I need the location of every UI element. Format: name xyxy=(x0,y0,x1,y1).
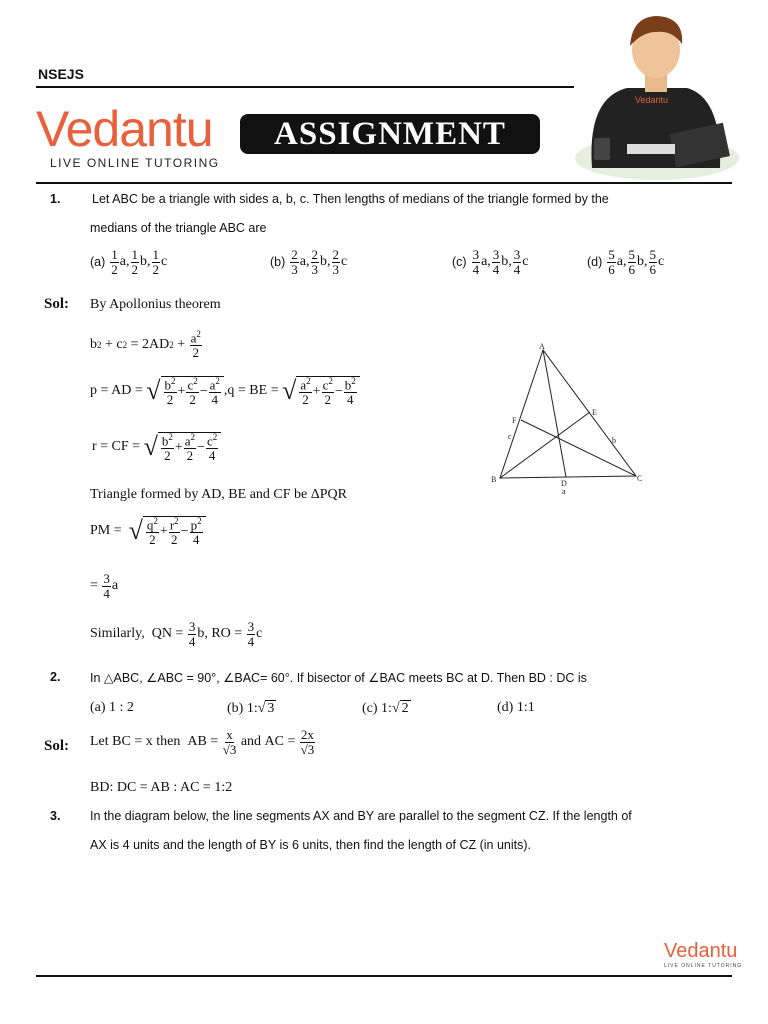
question-3-number: 3. xyxy=(50,809,61,823)
side-a-label: a xyxy=(562,487,566,496)
question-2-option-d: (d) 1:1 xyxy=(497,700,535,715)
logo-tagline: LIVE ONLINE TUTORING xyxy=(50,156,220,170)
vedantu-logo: Vedantu xyxy=(36,101,213,157)
median-r-equation: r = CF = √ $\frac{b^2}{2}$ + $\frac{a^2}{2}$ − $\frac{c^2}{4}$ xyxy=(92,432,221,463)
solution-1-label: Sol: xyxy=(44,296,70,312)
question-1-option-b: (b) $\frac{2}{3}$ a, $\frac{2}{3}$ b, $\frac{2}{3}$ c xyxy=(270,247,348,277)
vertex-d-label: D xyxy=(561,479,567,488)
question-1-option-c: (c) $\frac{3}{4}$ a, $\frac{3}{4}$ b, $\frac{3}{4}$ c xyxy=(452,247,529,277)
vertex-f-label: F xyxy=(512,416,517,425)
side-b-label: b xyxy=(612,436,616,445)
header-bottom-rule xyxy=(36,182,732,184)
question-1-text: Let ABC be a triangle with sides a, b, c. Then lengths of medians of the triangle formed by the xyxy=(92,192,609,206)
question-1-option-a: (a) $\frac{1}{2}$ a, $\frac{1}{2}$ b, $\frac{1}{2}$ c xyxy=(90,247,168,277)
median-p-q-equation: p = AD = √ $\frac{b^2}{2}$ + $\frac{c^2}{2}$ − $\frac{a^2}{4}$ ,q = BE = √ $\frac{a^2}{2}$ + $\frac{c^2}{2}$ − $\frac{b^2}{4}$ xyxy=(90,376,360,407)
qn-ro-result: Similarly, QN = $\frac{3}{4}$ b, RO = $\frac{3}{4}$ c xyxy=(90,619,263,649)
vertex-c-label: C xyxy=(637,474,643,483)
solution-2-ratio: BD: DC = AB : AC = 1:2 xyxy=(90,780,233,795)
question-1-number: 1. xyxy=(50,192,61,206)
triangle-medians-figure xyxy=(488,340,648,500)
solution-2-sides: Let BC = x then AB = $\frac{x}{√3}$ and AC = $\frac{2x}{√3}$ xyxy=(90,727,315,757)
question-2-option-a: (a) 1 : 2 xyxy=(90,700,134,715)
question-3-text: In the diagram below, the line segments AX and BY are parallel to the segment CZ. If the length of xyxy=(90,809,632,823)
side-c-label: c xyxy=(508,432,512,441)
footer-rule xyxy=(36,975,732,977)
question-2-number: 2. xyxy=(50,670,61,684)
question-1-option-d: (d) $\frac{5}{6}$ a, $\frac{5}{6}$ b, $\frac{5}{6}$ c xyxy=(587,247,665,277)
header-rule xyxy=(36,86,574,88)
assignment-banner: ASSIGNMENT xyxy=(240,114,540,154)
vertex-e-label: E xyxy=(592,408,597,417)
vertex-b-label: B xyxy=(491,475,497,484)
triangle-pqr-statement: Triangle formed by AD, BE and CF be ΔPQR xyxy=(90,487,347,502)
course-title: NSEJS xyxy=(38,66,84,82)
mascot-shirt-logo: Vedantu xyxy=(635,95,669,105)
question-3-text-cont: AX is 4 units and the length of BY is 6 units, then find the length of CZ (in units). xyxy=(90,838,531,852)
question-2-option-c: (c) 1:√ 2 xyxy=(362,701,409,716)
solution-1-intro: By Apollonius theorem xyxy=(90,297,221,312)
question-2-option-b: (b) 1:√ 3 xyxy=(227,701,275,716)
solution-2-label: Sol: xyxy=(44,738,70,754)
question-1-text-cont: medians of the triangle ABC are xyxy=(90,221,267,235)
vertex-a-label: A xyxy=(539,342,545,351)
apollonius-equation: b 2 + c 2 = 2AD 2 + $\frac{a^2}{2}$ xyxy=(90,329,201,360)
median-pm-equation: PM = √ $\frac{q^2}{2}$ + $\frac{r^2}{2}$ − $\frac{p^2}{4}$ xyxy=(90,516,206,547)
footer-logo: Vedantu LIVE ONLINE TUTORING xyxy=(664,940,743,969)
question-2-text: In △ABC, ∠ABC = 90°, ∠BAC= 60°. If bisector of ∠BAC meets BC at D. Then BD : DC is xyxy=(90,671,587,685)
pm-result: = $\frac{3}{4}$ a xyxy=(90,571,119,601)
